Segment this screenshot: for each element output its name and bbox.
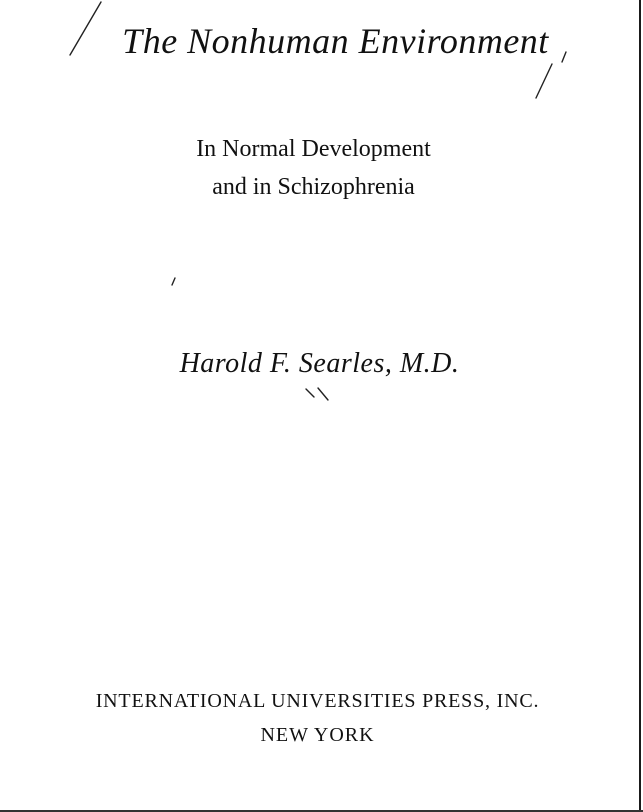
author-name: Harold F. Searles, M.D. — [179, 348, 460, 379]
pencil-tick-left — [172, 278, 175, 285]
pencil-stroke-author-1 — [306, 389, 314, 397]
pencil-stroke-author-2 — [318, 388, 328, 400]
publisher-city: NEW YORK — [260, 724, 375, 746]
publisher-name: INTERNATIONAL UNIVERSITIES PRESS, INC. — [95, 690, 540, 712]
pencil-slash-title-right — [536, 64, 552, 98]
subtitle-line-1: In Normal Development — [196, 136, 431, 162]
subtitle-line-2: and in Schizophrenia — [212, 174, 415, 200]
book-title: The Nonhuman Environment — [122, 21, 549, 61]
page-edge-right — [639, 0, 641, 812]
